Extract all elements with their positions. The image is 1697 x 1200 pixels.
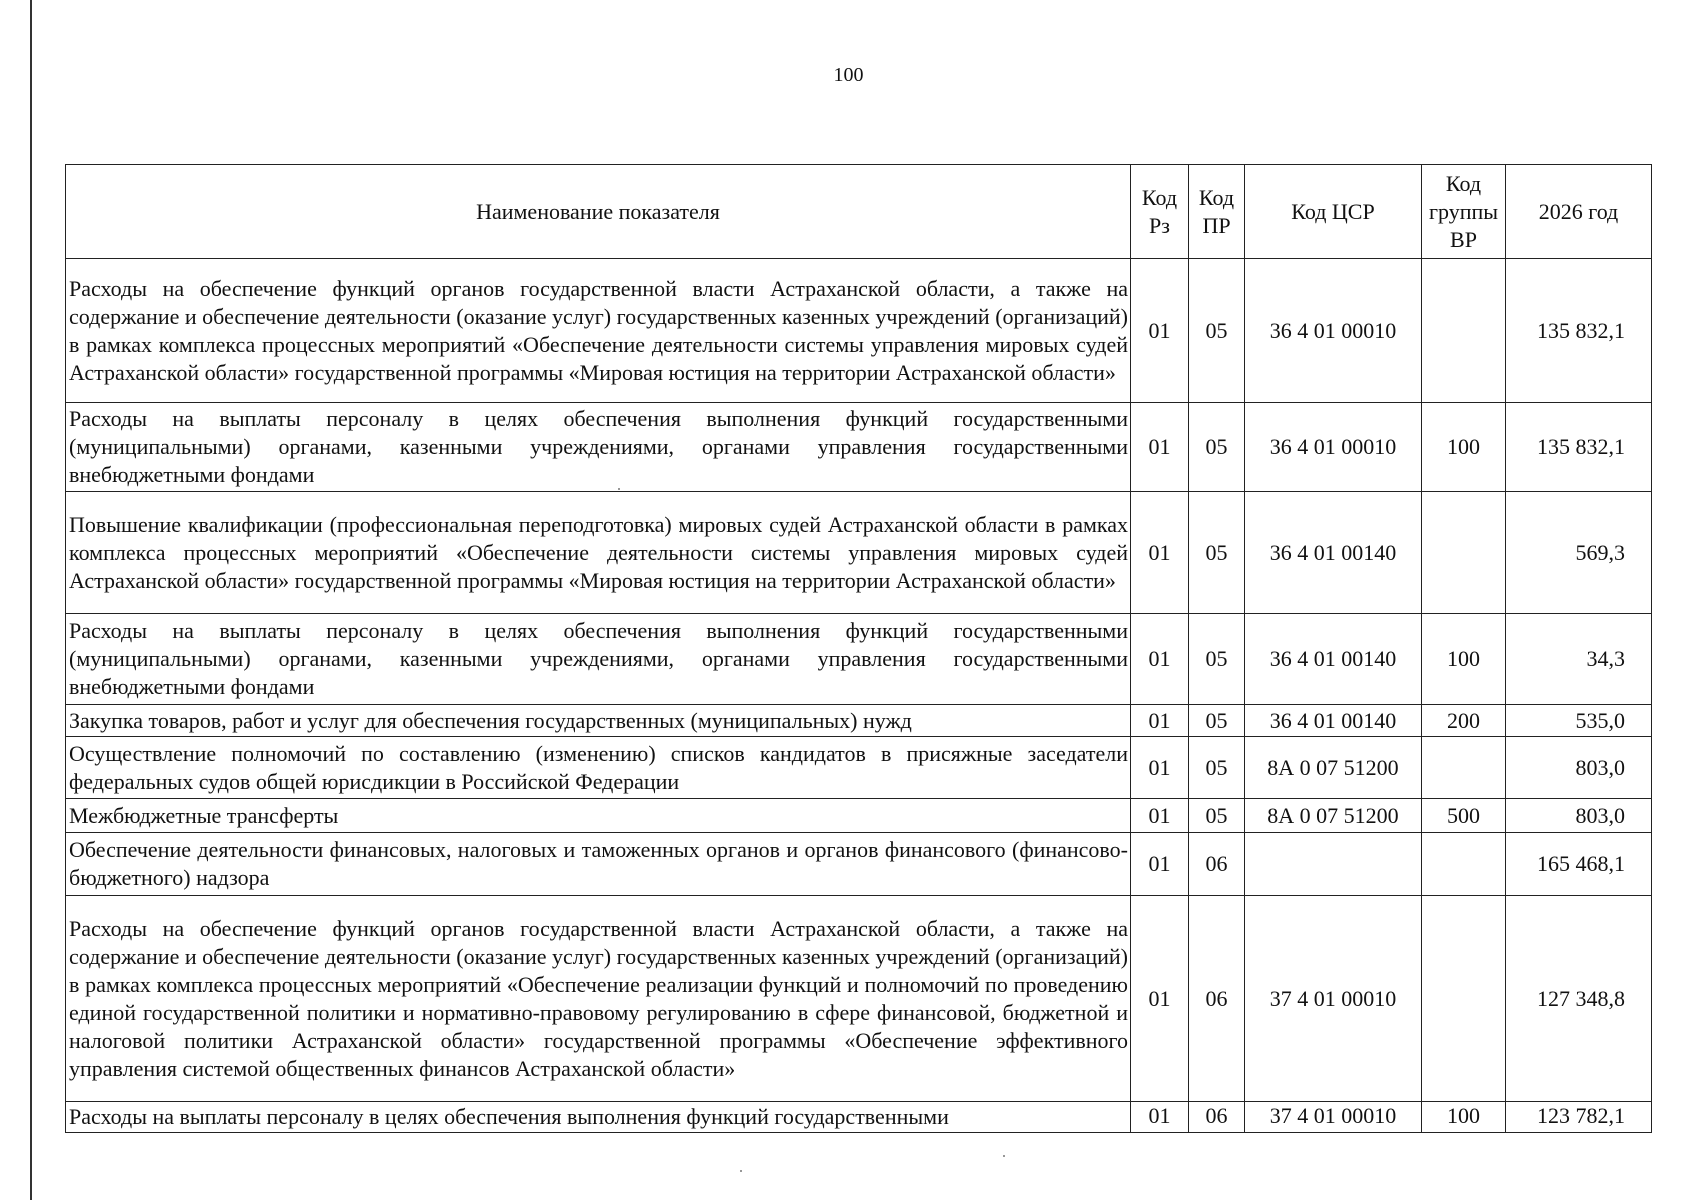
row-rz: 01 xyxy=(1131,1102,1189,1133)
header-rz: Код Рз xyxy=(1131,165,1189,259)
budget-table xyxy=(65,164,1652,1133)
row-amount: 135 832,1 xyxy=(1506,403,1652,492)
row-rz: 01 xyxy=(1131,403,1189,492)
row-pr: 05 xyxy=(1189,799,1245,833)
row-pr: 06 xyxy=(1189,896,1245,1102)
scan-speck xyxy=(740,1170,742,1172)
row-amount: 535,0 xyxy=(1506,705,1652,737)
row-csr: 37 4 01 00010 xyxy=(1245,1102,1422,1133)
table-row xyxy=(66,403,1652,492)
row-pr: 06 xyxy=(1189,833,1245,896)
row-pr: 05 xyxy=(1189,737,1245,799)
row-pr: 05 xyxy=(1189,492,1245,614)
row-name: Расходы на выплаты персоналу в целях обеспечения выполнения функций государственными xyxy=(66,1102,1131,1133)
row-rz: 01 xyxy=(1131,705,1189,737)
row-csr: 37 4 01 00010 xyxy=(1245,896,1422,1102)
table-header-row xyxy=(66,165,1652,259)
row-name: Повышение квалификации (профессиональная переподготовка) мировых судей Астраханской области в рамках комплекса процессных мероприятий «Обеспечение деятельности системы управления мировых судей Астраханской области» государственной программы «Мировая юстиция на территории Астраханской области» xyxy=(66,492,1131,614)
row-vr: 500 xyxy=(1422,799,1506,833)
row-vr xyxy=(1422,833,1506,896)
row-vr: 100 xyxy=(1422,614,1506,705)
table-row xyxy=(66,737,1652,799)
row-csr: 36 4 01 00010 xyxy=(1245,259,1422,403)
row-vr xyxy=(1422,737,1506,799)
row-name: Закупка товаров, работ и услуг для обеспечения государственных (муниципальных) нужд xyxy=(66,705,1131,737)
row-name: Обеспечение деятельности финансовых, налоговых и таможенных органов и органов финансового (финансово-бюджетного) надзора xyxy=(66,833,1131,896)
scan-speck xyxy=(1003,1155,1005,1157)
row-rz: 01 xyxy=(1131,492,1189,614)
row-vr xyxy=(1422,896,1506,1102)
row-csr: 36 4 01 00010 xyxy=(1245,403,1422,492)
row-name: Расходы на обеспечение функций органов государственной власти Астраханской области, а также на содержание и обеспечение деятельности (оказание услуг) государственных казенных учреждений (организаций) в рамках комплекса процессных мероприятий «Обеспечение реализации функций и полномочий по проведению единой государственной политики и нормативно-правовому регулированию в сфере финансовой, бюджетной и налоговой политики Астраханской области» государственной программы «Обеспечение эффективного управления системой общественных финансов Астраханской области» xyxy=(66,896,1131,1102)
row-pr: 06 xyxy=(1189,1102,1245,1133)
row-vr xyxy=(1422,492,1506,614)
row-rz: 01 xyxy=(1131,799,1189,833)
table-row xyxy=(66,492,1652,614)
row-amount: 803,0 xyxy=(1506,799,1652,833)
row-rz: 01 xyxy=(1131,896,1189,1102)
row-amount: 803,0 xyxy=(1506,737,1652,799)
row-name: Осуществление полномочий по составлению (изменению) списков кандидатов в присяжные заседатели федеральных судов общей юрисдикции в Российской Федерации xyxy=(66,737,1131,799)
row-amount: 165 468,1 xyxy=(1506,833,1652,896)
table-row xyxy=(66,259,1652,403)
row-rz: 01 xyxy=(1131,737,1189,799)
row-csr xyxy=(1245,833,1422,896)
table-row xyxy=(66,799,1652,833)
binding-margin-line xyxy=(30,0,32,1200)
scan-speck xyxy=(618,488,620,490)
row-rz: 01 xyxy=(1131,614,1189,705)
row-amount: 34,3 xyxy=(1506,614,1652,705)
row-rz: 01 xyxy=(1131,833,1189,896)
row-amount: 123 782,1 xyxy=(1506,1102,1652,1133)
row-csr: 36 4 01 00140 xyxy=(1245,492,1422,614)
row-csr: 36 4 01 00140 xyxy=(1245,614,1422,705)
row-amount: 127 348,8 xyxy=(1506,896,1652,1102)
table-row xyxy=(66,705,1652,737)
table-row xyxy=(66,614,1652,705)
row-name: Межбюджетные трансферты xyxy=(66,799,1131,833)
header-year: 2026 год xyxy=(1506,165,1652,259)
row-name: Расходы на выплаты персоналу в целях обеспечения выполнения функций государственными (муниципальными) органами, казенными учреждениями, органами управления государственными внебюджетными фондами xyxy=(66,614,1131,705)
row-pr: 05 xyxy=(1189,614,1245,705)
table-row xyxy=(66,1102,1652,1133)
header-vr: Код группы ВР xyxy=(1422,165,1506,259)
header-pr: Код ПР xyxy=(1189,165,1245,259)
header-csr: Код ЦСР xyxy=(1245,165,1422,259)
table-row xyxy=(66,896,1652,1102)
row-csr: 36 4 01 00140 xyxy=(1245,705,1422,737)
table-row xyxy=(66,833,1652,896)
row-rz: 01 xyxy=(1131,259,1189,403)
row-vr: 200 xyxy=(1422,705,1506,737)
row-csr: 8А 0 07 51200 xyxy=(1245,737,1422,799)
page-number: 100 xyxy=(833,64,864,86)
header-name: Наименование показателя xyxy=(66,165,1131,259)
row-vr xyxy=(1422,259,1506,403)
row-name: Расходы на выплаты персоналу в целях обеспечения выполнения функций государственными (муниципальными) органами, казенными учреждениями, органами управления государственными внебюджетными фондами xyxy=(66,403,1131,492)
row-vr: 100 xyxy=(1422,1102,1506,1133)
row-pr: 05 xyxy=(1189,259,1245,403)
row-csr: 8А 0 07 51200 xyxy=(1245,799,1422,833)
row-pr: 05 xyxy=(1189,705,1245,737)
row-amount: 569,3 xyxy=(1506,492,1652,614)
row-vr: 100 xyxy=(1422,403,1506,492)
row-amount: 135 832,1 xyxy=(1506,259,1652,403)
row-pr: 05 xyxy=(1189,403,1245,492)
row-name: Расходы на обеспечение функций органов государственной власти Астраханской области, а также на содержание и обеспечение деятельности (оказание услуг) государственных казенных учреждений (организаций) в рамках комплекса процессных мероприятий «Обеспечение деятельности системы управления мировых судей Астраханской области» государственной программы «Мировая юстиция на территории Астраханской области» xyxy=(66,259,1131,403)
